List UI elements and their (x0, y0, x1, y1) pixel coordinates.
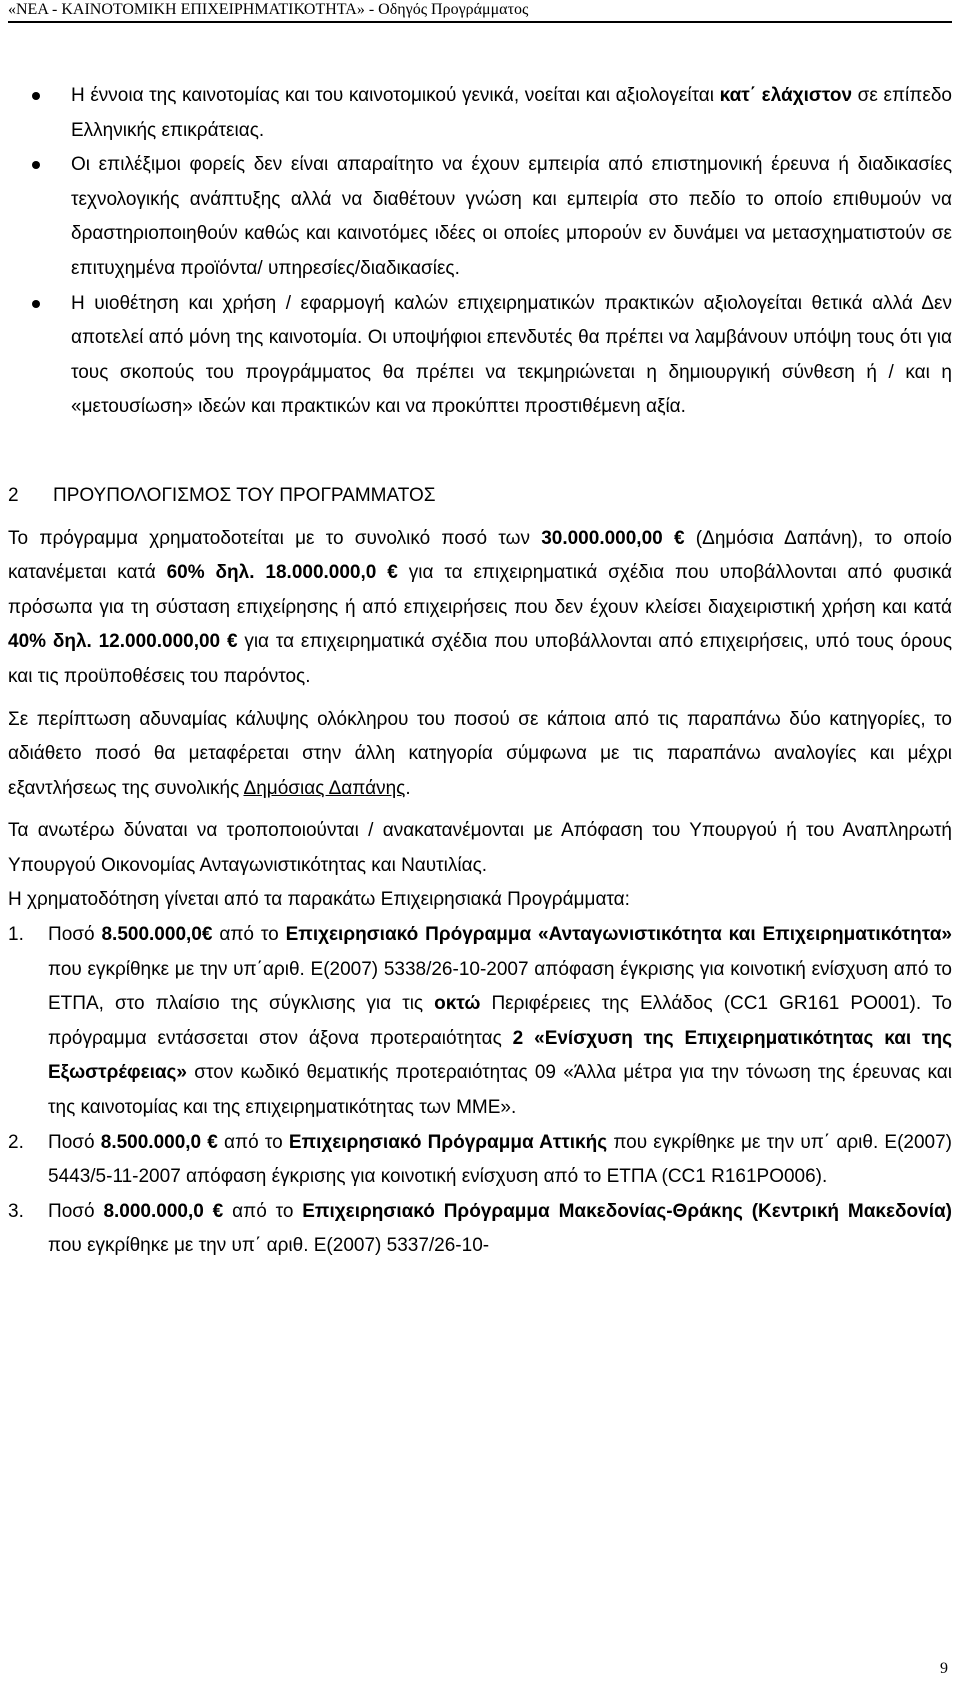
euro-icon: € (212, 1200, 224, 1222)
bullet-icon (32, 300, 40, 308)
item-text: που εγκρίθηκε με την υπ΄ αριθ. Ε(2007) 5337/26-10- (48, 1235, 490, 1257)
allocation-40: 40% δηλ. 12.000.000,00 (8, 631, 221, 653)
funding-item-1 (8, 918, 952, 1126)
item-text: στον κωδικό θεματικής προτεραιότητας 09 «Άλλα μέτρα για την τόνωση της έρευνας και της καινοτομίας και της επιχειρηματικότητας των ΜΜΕ». (48, 1062, 952, 1119)
bullet-emphasis: κατ΄ ελάχιστον (719, 85, 853, 106)
allocation-60: 60% δηλ. 18.000.000,0 (166, 562, 377, 584)
amendment-paragraph: Τα ανωτέρω δύναται να τροποποιούνται / ανακατανέμονται με Απόφαση του Υπουργού ή του Αναπληρωτή Υπουργού Οικονομίας Ανταγωνιστικότητας και Ναυτιλίας. (8, 820, 952, 876)
bullet-icon (32, 161, 40, 169)
total-amount: 30.000.000,00 (541, 527, 663, 549)
funding-intro: Η χρηματοδότηση γίνεται από τα παρακάτω Επιχειρησιακά Προγράμματα: (8, 889, 630, 911)
item-emphasis: οκτώ (434, 993, 481, 1015)
bullet-text: Οι επιλέξιμοι φορείς δεν είναι απαραίτητο να έχουν εμπειρία από επιστημονική έρευνα ή διαδικασίες τεχνολογικής ανάπτυξης αλλά να διαθέτουν γνώση και εμπειρία στο πεδίο το οποίο επιθυμούν να δραστηριοποιηθούν καθώς και καινοτόμες ιδέες οι οποίες μπορούν εν δυνάμει να μετασχηματιστούν σε επιτυχημένα προϊόντα/ υπηρεσίες/διαδικασίες. (71, 154, 952, 279)
page-number: 9 (940, 1660, 948, 1677)
bullet-item (8, 148, 952, 286)
item-text: από το (223, 1200, 303, 1222)
document-body (8, 79, 952, 1264)
item-amount: 8.500.000,0 (100, 1131, 202, 1153)
euro-icon: € (673, 527, 685, 549)
item-number: 2. (8, 1131, 24, 1153)
bullet-text: σε επίπεδο Ελληνικής επικράτειας. (71, 85, 952, 141)
bullet-item (8, 287, 952, 425)
item-text: Ποσό (48, 924, 102, 946)
paragraph-text: (Δημόσια Δαπάνη), το οποίο κατανέμεται κατά (8, 527, 952, 584)
program-name: Επιχειρησιακό Πρόγραμμα Αττικής (288, 1131, 608, 1153)
section-heading (8, 479, 952, 514)
bullet-text: Η έννοια της καινοτομίας και του καινοτομικού γενικά, νοείται και αξιολογείται (71, 85, 720, 106)
item-amount: 8.500.000,0 (101, 924, 202, 946)
euro-icon: € (226, 631, 238, 653)
paragraph-text: για τα επιχειρηματικά σχέδια που υποβάλλονται από επιχειρήσεις, υπό τους όρους και τις προϋποθέσεις του παρόντος. (8, 631, 952, 687)
item-text: που εγκρίθηκε με την υπ΄αριθ. Ε(2007) 5338/26-10-2007 απόφαση έγκρισης για κοινοτική ενίσχυση από το ΕΤΠΑ, στο πλαίσιο της σύγκλισης για τις (48, 958, 952, 1015)
section-number: 2 (8, 484, 19, 506)
paragraph-text: . (405, 777, 411, 799)
public-expenditure-link: Δημόσιας Δαπάνης (243, 777, 406, 799)
paragraph-text: για τα επιχειρηματικά σχέδια που υποβάλλονται από φυσικά πρόσωπα για τη σύσταση επιχείρησης ή από επιχειρήσεις που δεν έχουν κλείσει διαχειριστική χρήση και κατά (8, 562, 952, 618)
bullet-item (8, 79, 952, 148)
section-title: ΠΡΟΥΠΟΛΟΓΙΣΜΟΣ ΤΟΥ ΠΡΟΓΡΑΜΜΑΤΟΣ (53, 484, 436, 506)
bullet-icon (32, 92, 40, 100)
budget-paragraph (8, 522, 952, 695)
program-name: Επιχειρησιακό Πρόγραμμα «Ανταγωνιστικότητα και Επιχειρηματικότητα» (285, 924, 952, 946)
reallocation-paragraph (8, 703, 952, 807)
euro-icon: € (201, 924, 213, 946)
euro-icon: € (387, 562, 398, 584)
item-text: από το (212, 924, 286, 946)
item-amount: 8.000.000,0 (103, 1200, 204, 1222)
funding-item-3 (8, 1195, 952, 1264)
euro-icon: € (207, 1131, 218, 1153)
item-text: που εγκρίθηκε με την υπ΄ αριθ. Ε(2007) 5443/5-11-2007 απόφαση έγκρισης για κοινοτική ενίσχυση από το ΕΤΠΑ (CC1 R161PO006). (48, 1131, 952, 1188)
paragraph-text: Το πρόγραμμα χρηματοδοτείται με το συνολικό ποσό των (8, 527, 542, 549)
item-text: Περιφέρειες της Ελλάδος (CC1 GR161 PO001). Το πρόγραμμα εντάσσεται στον άξονα προτεραιότητας (48, 993, 952, 1049)
priority-axis: 2 «Ενίσχυση της Επιχειρηματικότητας και της Εξωστρέφειας» (48, 1027, 953, 1084)
item-text: Ποσό (48, 1200, 104, 1222)
paragraph-text: Σε περίπτωση αδυναμίας κάλυψης ολόκληρου του ποσού σε κάποια από τις παραπάνω δύο κατηγορίες, το αδιάθετο ποσό θα μεταφέρεται στην άλλη κατηγορία σύμφωνα με τις παραπάνω αναλογίες και μέχρι εξαντλήσεως της συνολικής (8, 708, 952, 799)
item-number: 3. (8, 1200, 24, 1222)
funding-item-2 (8, 1126, 952, 1195)
running-header: «ΝΕΑ - ΚΑΙΝΟΤΟΜΙΚΗ ΕΠΙΧΕΙΡΗΜΑΤΙΚΟΤΗΤΑ» - Οδηγός Προγράμματος (8, 0, 952, 23)
program-name: Επιχειρησιακό Πρόγραμμα Μακεδονίας-Θράκης (Κεντρική Μακεδονία) (302, 1200, 952, 1222)
item-text: Ποσό (48, 1131, 101, 1153)
bullet-text: Η υιοθέτηση και χρήση / εφαρμογή καλών επιχειρηματικών πρακτικών αξιολογείται θετικά αλλά Δεν αποτελεί από μόνη της καινοτομία. Οι υποψήφιοι επενδυτές θα πρέπει να λαμβάνουν υπόψη τους ότι για τους σκοπούς του προγράμματος θα πρέπει να τεκμηριώνεται η δημιουργική σύνθεση ή / και η «μετουσίωση» ιδεών και πρακτικών και να προκύπτει προστιθέμενη αξία. (71, 292, 952, 418)
item-text: από το (217, 1131, 289, 1153)
item-number: 1. (8, 924, 24, 946)
